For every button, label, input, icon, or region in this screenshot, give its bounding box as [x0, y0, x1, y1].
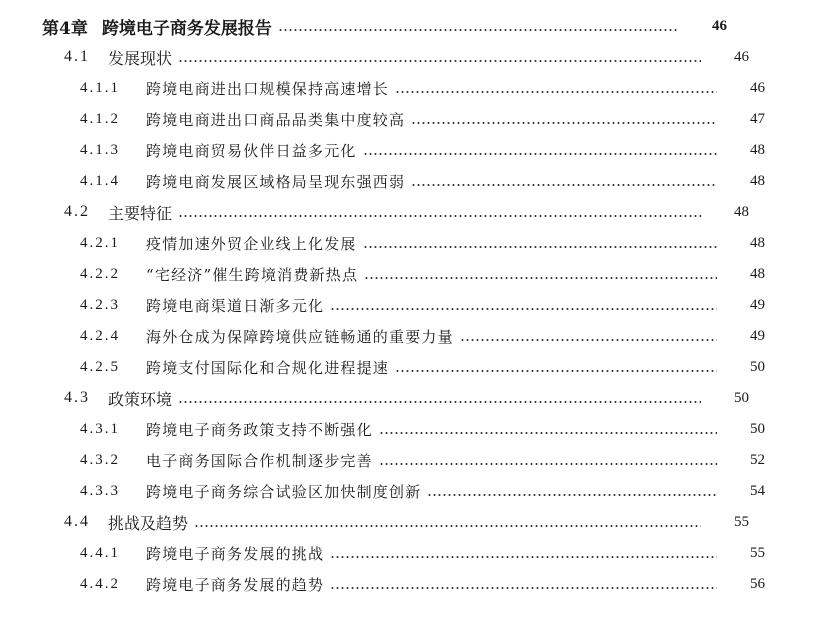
toc-section-4-1[interactable]	[0, 45, 807, 69]
toc-number: 4.1.4	[80, 172, 120, 189]
toc-title: 跨境电商贸易伙伴日益多元化	[146, 141, 357, 160]
toc-page-number: 52	[750, 451, 765, 468]
toc-number: 4.2.4	[80, 327, 120, 344]
toc-title: 跨境电子商务发展的挑战	[146, 544, 325, 563]
toc-page-number: 48	[750, 172, 765, 189]
toc-subsection-4-3-2[interactable]	[0, 448, 823, 472]
toc-number: 4.1.1	[80, 79, 120, 96]
toc-section-4-3[interactable]	[0, 386, 807, 410]
toc-page-number: 56	[750, 575, 765, 592]
toc-title: 疫情加速外贸企业线上化发展	[146, 234, 357, 253]
toc-number: 4.3	[64, 389, 90, 406]
toc-title: 跨境支付国际化和合规化进程提速	[146, 358, 390, 377]
toc-subsection-4-2-2[interactable]	[0, 262, 823, 286]
toc-page-number: 48	[734, 203, 749, 220]
toc-page-number: 55	[734, 513, 749, 530]
toc-title: 跨境电商发展区域格局呈现东强西弱	[146, 172, 406, 191]
dot-leader	[379, 463, 717, 465]
dot-leader	[395, 91, 717, 93]
toc-subsection-4-3-1[interactable]	[0, 417, 823, 441]
toc-number: 4.2	[64, 203, 90, 220]
toc-section-4-2[interactable]	[0, 200, 807, 224]
toc-number: 第4章	[42, 18, 88, 39]
dot-leader	[330, 308, 717, 310]
dot-leader	[178, 60, 701, 62]
toc-number: 4.2.5	[80, 358, 120, 375]
toc-subsection-4-2-1[interactable]	[0, 231, 823, 255]
toc-title: 挑战及趋势	[108, 513, 189, 533]
toc-subsection-4-2-4[interactable]	[0, 324, 823, 348]
toc-title: 电子商务国际合作机制逐步完善	[146, 451, 373, 470]
toc-title: 跨境电子商务发展报告	[101, 18, 272, 39]
toc-subsection-4-1-3[interactable]	[0, 138, 823, 162]
toc-title: 发展现状	[108, 48, 173, 68]
toc-title: 跨境电子商务综合试验区加快制度创新	[146, 482, 422, 501]
toc-chapter-4[interactable]	[0, 14, 785, 38]
toc-title: 跨境电商进出口商品品类集中度较高	[146, 110, 406, 129]
dot-leader	[330, 587, 717, 589]
toc-page-number: 54	[750, 482, 765, 499]
toc-page-number: 46	[712, 17, 727, 34]
dot-leader	[363, 246, 717, 248]
toc-number: 4.3.3	[80, 482, 120, 499]
toc-title: 政策环境	[108, 389, 173, 409]
toc-number: 4.4.1	[80, 544, 120, 561]
dot-leader	[411, 184, 717, 186]
toc-page-number: 48	[750, 234, 765, 251]
toc-page-number: 48	[750, 265, 765, 282]
toc-title: 跨境电子商务政策支持不断强化	[146, 420, 373, 439]
toc-page-number: 50	[750, 420, 765, 437]
dot-leader	[278, 29, 679, 31]
toc-number: 4.3.2	[80, 451, 120, 468]
toc-number: 4.2.3	[80, 296, 120, 313]
toc-section-4-4[interactable]	[0, 510, 807, 534]
toc-page-number: 50	[734, 389, 749, 406]
dot-leader	[395, 370, 717, 372]
toc-number: 4.1	[64, 48, 90, 65]
toc-subsection-4-4-1[interactable]	[0, 541, 823, 565]
toc-subsection-4-1-2[interactable]	[0, 107, 823, 131]
toc-title: 海外仓成为保障跨境供应链畅通的重要力量	[146, 327, 454, 346]
toc-subsection-4-3-3[interactable]	[0, 479, 823, 503]
dot-leader	[364, 277, 717, 279]
toc-title: “宅经济”催生跨境消费新热点	[146, 265, 359, 284]
toc-number: 4.3.1	[80, 420, 120, 437]
dot-leader	[411, 122, 717, 124]
toc-page-number: 49	[750, 327, 765, 344]
dot-leader	[178, 401, 701, 403]
toc-title: 跨境电子商务发展的趋势	[146, 575, 325, 594]
toc-page-number: 50	[750, 358, 765, 375]
toc-number: 4.1.2	[80, 110, 120, 127]
toc-subsection-4-2-3[interactable]	[0, 293, 823, 317]
toc-title: 主要特征	[108, 203, 173, 223]
dot-leader	[194, 525, 701, 527]
toc-subsection-4-2-5[interactable]	[0, 355, 823, 379]
toc-number: 4.4.2	[80, 575, 120, 592]
dot-leader	[363, 153, 717, 155]
dot-leader	[427, 494, 717, 496]
toc-title: 跨境电商进出口规模保持高速增长	[146, 79, 390, 98]
dot-leader	[330, 556, 717, 558]
dot-leader	[379, 432, 717, 434]
toc-page-number: 55	[750, 544, 765, 561]
toc-page-number: 46	[734, 48, 749, 65]
dot-leader	[178, 215, 701, 217]
toc-subsection-4-1-1[interactable]	[0, 76, 823, 100]
toc-subsection-4-4-2[interactable]	[0, 572, 823, 596]
toc-subsection-4-1-4[interactable]	[0, 169, 823, 193]
toc-number: 4.1.3	[80, 141, 120, 158]
toc-page-number: 48	[750, 141, 765, 158]
toc-page-number: 47	[750, 110, 765, 127]
toc-number: 4.4	[64, 513, 90, 530]
toc-page-number: 46	[750, 79, 765, 96]
dot-leader	[460, 339, 717, 341]
toc-page-number: 49	[750, 296, 765, 313]
toc-number: 4.2.2	[80, 265, 120, 282]
toc-number: 4.2.1	[80, 234, 120, 251]
toc-title: 跨境电商渠道日渐多元化	[146, 296, 325, 315]
